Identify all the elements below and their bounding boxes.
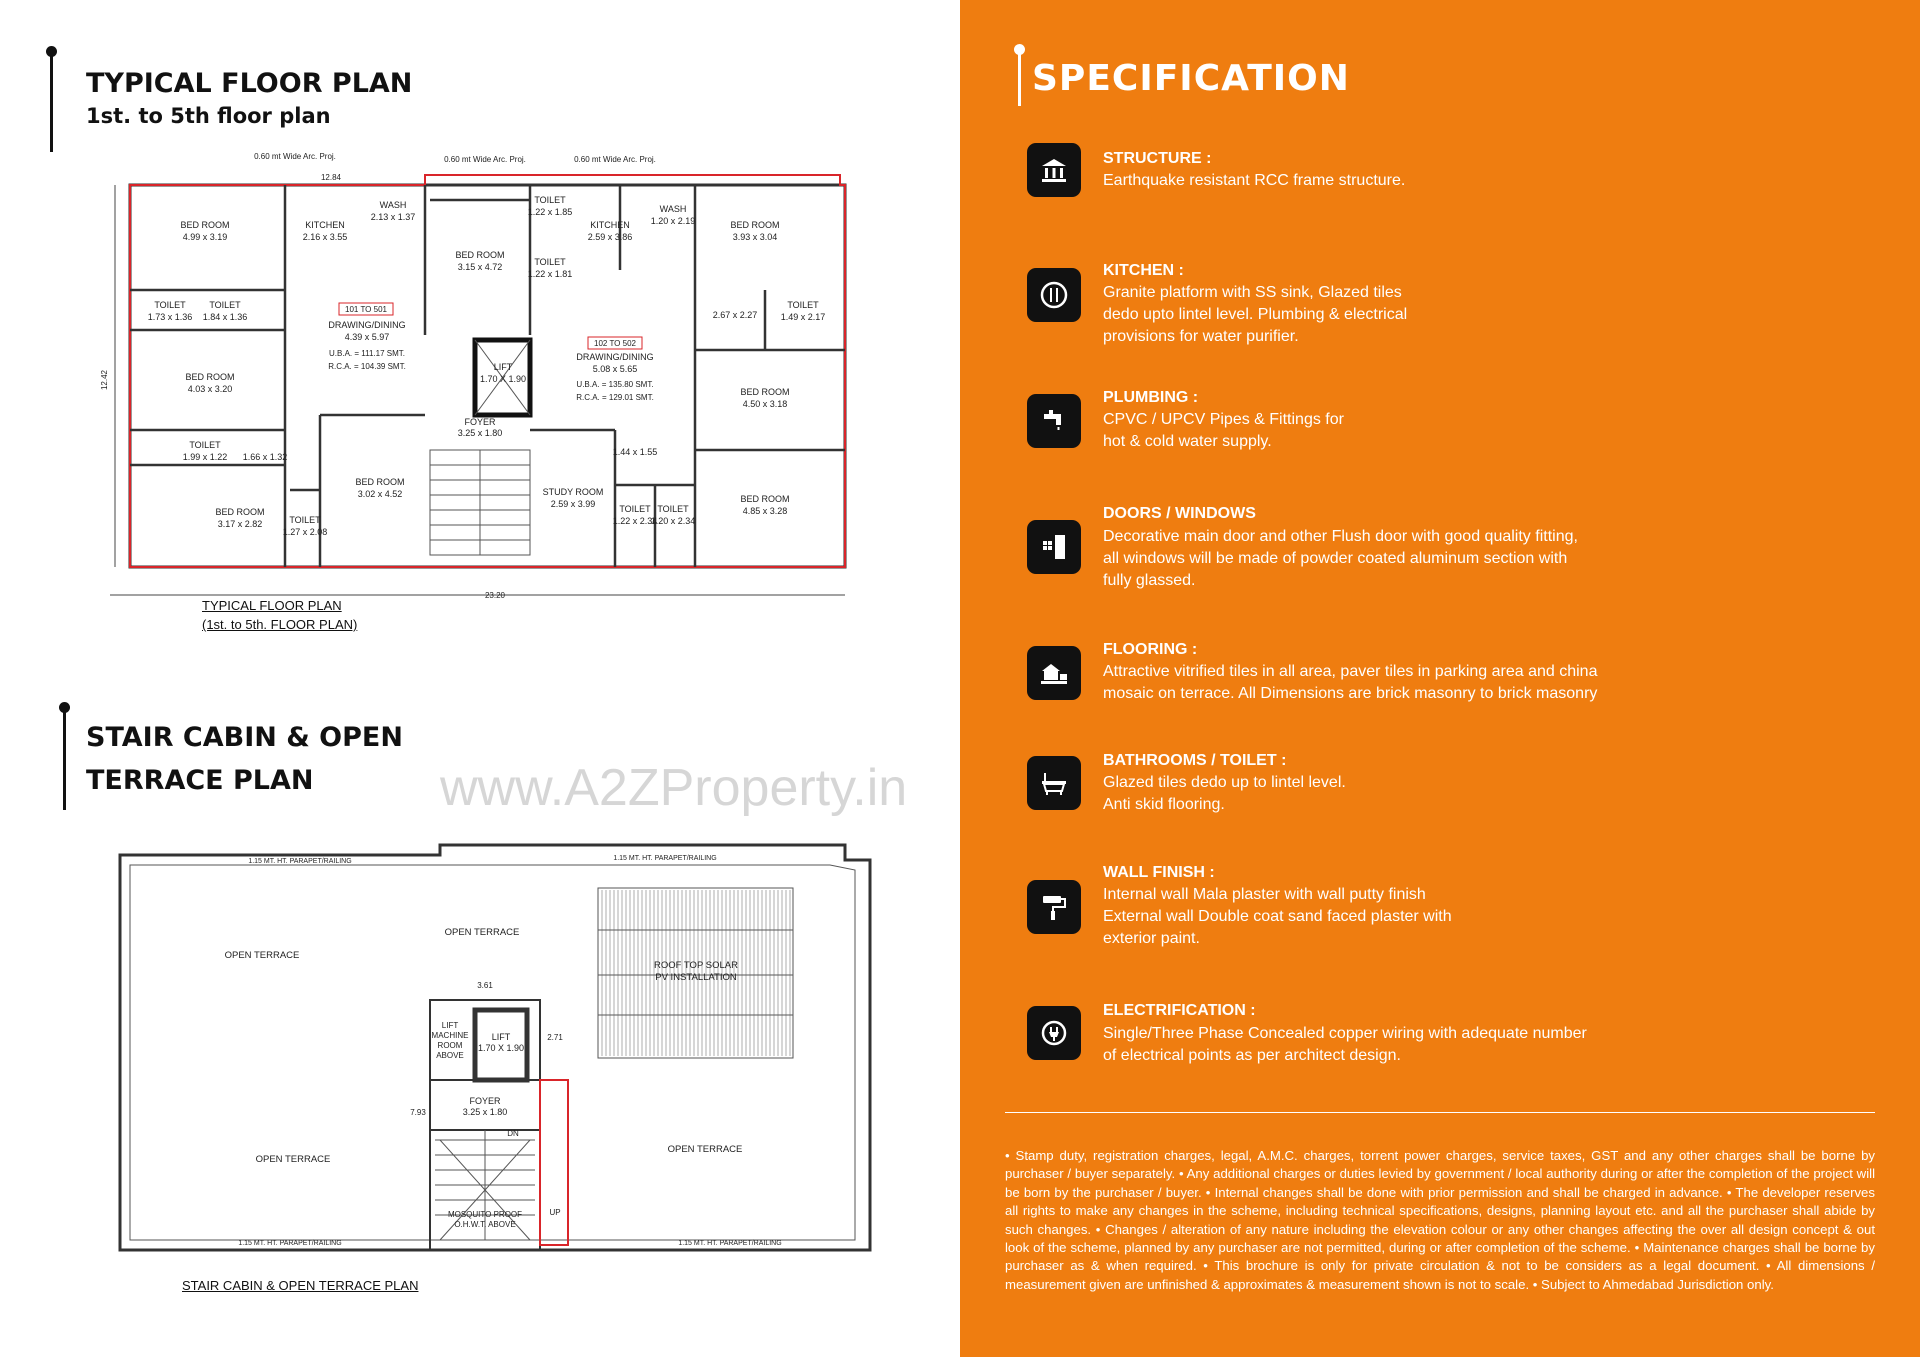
svg-text:0.60 mt Wide Arc. Proj.: 0.60 mt Wide Arc. Proj. bbox=[444, 155, 526, 164]
terrace-title-bar bbox=[63, 708, 66, 810]
svg-text:OPEN TERRACE: OPEN TERRACE bbox=[224, 950, 300, 961]
spec-item-desc: Earthquake resistant RCC frame structure. bbox=[1103, 172, 1406, 189]
svg-text:2.59 x 3.86: 2.59 x 3.86 bbox=[587, 232, 633, 242]
terrace-floor-plan bbox=[100, 810, 890, 1280]
svg-text:WASH: WASH bbox=[659, 204, 687, 214]
svg-text:FOYER: FOYER bbox=[469, 1096, 501, 1106]
svg-text:R.C.A. = 104.39 SMT.: R.C.A. = 104.39 SMT. bbox=[328, 362, 406, 371]
svg-text:KITCHEN: KITCHEN bbox=[305, 220, 345, 230]
disclaimer-note: • Stamp duty, registration charges, legal, A.M.C. charges, torrent power charges, service taxes, GST and any other charges shall be borne by purchaser / buyer separately. • Any additional charges or duties levied by government / local authority during or after the completion of the project will be born by the purchaser / buyer. • Internal changes shall be done with prior permission and shall be charged in advance. • The developer reserves all rights to make any changes in the scheme, including technical specifications, designs, planning layout etc. and all the purchaser shall abide by such changes. • Changes / alteration of any nature including the elevation colour or any other changes affecting the over all design concept & out look of the scheme, planned by any purchaser are not permitted, during or after completion of the scheme. • Maintenance charges shall be borne by purchaser as & when required. • This brochure is only for private circulation & not to be considers as a legal document. • All dimensions / measurement given are unfinished & approximates & measurement shown is not to scale. • Subject to Ahmedabad Jurisdiction only. bbox=[1005, 1148, 1875, 1292]
svg-text:1.84 x 1.36: 1.84 x 1.36 bbox=[202, 312, 248, 322]
svg-text:TOILET: TOILET bbox=[209, 300, 241, 310]
spec-item-title: FLOORING : bbox=[1103, 641, 1198, 658]
typical-plan-title: TYPICAL FLOOR PLAN bbox=[86, 68, 413, 99]
svg-text:2.59 x 3.99: 2.59 x 3.99 bbox=[550, 499, 596, 509]
svg-text:ROOM: ROOM bbox=[437, 1041, 463, 1050]
svg-text:BED ROOM: BED ROOM bbox=[740, 387, 790, 397]
svg-text:TOILET: TOILET bbox=[534, 195, 566, 205]
terrace-plan-caption: STAIR CABIN & OPEN TERRACE PLAN bbox=[182, 1278, 419, 1293]
typical-floor-plan bbox=[95, 140, 870, 610]
svg-text:OPEN TERRACE: OPEN TERRACE bbox=[444, 927, 520, 938]
paint-roller-icon bbox=[1027, 880, 1081, 934]
svg-text:U.B.A. = 135.80 SMT.: U.B.A. = 135.80 SMT. bbox=[576, 380, 654, 389]
spec-item-title: STRUCTURE : bbox=[1103, 150, 1212, 167]
svg-text:2.71: 2.71 bbox=[547, 1033, 563, 1042]
spec-item-desc: Internal wall Mala plaster with wall putty finish External wall Double coat sand faced plaster with exterior paint. bbox=[1103, 886, 1452, 947]
typical-title-bar bbox=[50, 52, 53, 152]
spec-item-desc: Decorative main door and other Flush door with good quality fitting, all windows will be made of powder coated aluminum section with fully glassed. bbox=[1103, 528, 1578, 589]
spec-title-bar bbox=[1018, 50, 1021, 106]
svg-text:BED ROOM: BED ROOM bbox=[730, 220, 780, 230]
svg-text:DRAWING/DINING: DRAWING/DINING bbox=[576, 352, 654, 362]
svg-text:3.93 x 3.04: 3.93 x 3.04 bbox=[732, 232, 778, 242]
svg-text:4.99 x 3.19: 4.99 x 3.19 bbox=[182, 232, 228, 242]
divider bbox=[1005, 1112, 1875, 1113]
svg-text:23.20: 23.20 bbox=[484, 591, 506, 600]
svg-text:3.25 x 1.80: 3.25 x 1.80 bbox=[457, 428, 503, 438]
svg-text:BED ROOM: BED ROOM bbox=[455, 250, 505, 260]
svg-text:TOILET: TOILET bbox=[619, 504, 651, 514]
svg-text:1.73 x 1.36: 1.73 x 1.36 bbox=[147, 312, 193, 322]
bathtub-icon bbox=[1027, 756, 1081, 810]
svg-text:7.93: 7.93 bbox=[410, 1108, 426, 1117]
svg-text:1.15 MT. HT. PARAPET/RAILING: 1.15 MT. HT. PARAPET/RAILING bbox=[678, 1240, 782, 1247]
svg-text:3.61: 3.61 bbox=[477, 981, 493, 990]
svg-text:5.08 x 5.65: 5.08 x 5.65 bbox=[592, 364, 638, 374]
svg-text:4.50 x 3.18: 4.50 x 3.18 bbox=[742, 399, 788, 409]
spec-item-title: BATHROOMS / TOILET : bbox=[1103, 752, 1287, 769]
svg-text:LIFT: LIFT bbox=[491, 1032, 511, 1042]
spec-item-desc: CPVC / UPCV Pipes & Fittings for hot & cold water supply. bbox=[1103, 411, 1344, 450]
flooring-icon bbox=[1027, 646, 1081, 700]
power-plug-icon bbox=[1027, 1006, 1081, 1060]
spec-item-desc: Single/Three Phase Concealed copper wiring with adequate number of electrical points as per architect design. bbox=[1103, 1025, 1587, 1064]
svg-text:BED ROOM: BED ROOM bbox=[185, 372, 235, 382]
svg-text:1.22 x 1.81: 1.22 x 1.81 bbox=[527, 269, 573, 279]
spec-item-title: PLUMBING : bbox=[1103, 389, 1199, 406]
svg-text:DRAWING/DINING: DRAWING/DINING bbox=[328, 320, 406, 330]
spec-item-title: KITCHEN : bbox=[1103, 262, 1184, 279]
door-window-icon bbox=[1027, 520, 1081, 574]
svg-text:1.44 x 1.55: 1.44 x 1.55 bbox=[612, 447, 658, 457]
typical-plan-caption-1: TYPICAL FLOOR PLAN bbox=[202, 598, 342, 613]
svg-text:1.27 x 2.08: 1.27 x 2.08 bbox=[282, 527, 328, 537]
svg-text:1.20 x 2.19: 1.20 x 2.19 bbox=[650, 216, 696, 226]
typical-plan-caption-2: (1st. to 5th. FLOOR PLAN) bbox=[202, 617, 358, 632]
svg-text:WASH: WASH bbox=[379, 200, 407, 210]
svg-text:MACHINE: MACHINE bbox=[431, 1031, 469, 1040]
building-icon bbox=[1027, 143, 1081, 197]
svg-text:OPEN TERRACE: OPEN TERRACE bbox=[667, 1144, 743, 1155]
svg-text:102 TO 502: 102 TO 502 bbox=[594, 339, 636, 348]
terrace-plan-title-1: STAIR CABIN & OPEN bbox=[86, 722, 403, 753]
svg-text:0.60 mt Wide Arc. Proj.: 0.60 mt Wide Arc. Proj. bbox=[254, 152, 336, 161]
svg-text:1.99 x 1.22: 1.99 x 1.22 bbox=[182, 452, 228, 462]
svg-text:BED ROOM: BED ROOM bbox=[180, 220, 230, 230]
svg-text:1.15 MT. HT. PARAPET/RAILING: 1.15 MT. HT. PARAPET/RAILING bbox=[613, 855, 717, 862]
spec-item-desc: Granite platform with SS sink, Glazed tiles dedo upto lintel level. Plumbing & electrical provisions for water purifier. bbox=[1103, 284, 1408, 345]
svg-text:2.13 x 1.37: 2.13 x 1.37 bbox=[370, 212, 416, 222]
svg-text:LIFT: LIFT bbox=[441, 1021, 459, 1030]
spec-item-desc: Glazed tiles dedo up to lintel level. Anti skid flooring. bbox=[1103, 774, 1346, 813]
plate-cutlery-icon bbox=[1027, 268, 1081, 322]
spec-item-title: ELECTRIFICATION : bbox=[1103, 1002, 1256, 1019]
svg-text:0.60 mt Wide Arc. Proj.: 0.60 mt Wide Arc. Proj. bbox=[574, 155, 656, 164]
svg-text:KITCHEN: KITCHEN bbox=[590, 220, 630, 230]
svg-text:U.B.A. = 111.17 SMT.: U.B.A. = 111.17 SMT. bbox=[329, 349, 405, 358]
svg-text:LIFT: LIFT bbox=[493, 362, 513, 372]
svg-text:TOILET: TOILET bbox=[534, 257, 566, 267]
svg-text:1.70 X 1.90: 1.70 X 1.90 bbox=[477, 1043, 525, 1053]
svg-text:MOSQUITO PROOF: MOSQUITO PROOF bbox=[447, 1210, 523, 1219]
svg-text:OPEN TERRACE: OPEN TERRACE bbox=[255, 1154, 331, 1165]
svg-text:3.25 x 1.80: 3.25 x 1.80 bbox=[462, 1107, 508, 1117]
svg-text:BED ROOM: BED ROOM bbox=[355, 477, 405, 487]
svg-text:BED ROOM: BED ROOM bbox=[740, 494, 790, 504]
svg-text:3.02 x 4.52: 3.02 x 4.52 bbox=[357, 489, 403, 499]
svg-text:1.70 X 1.90: 1.70 X 1.90 bbox=[479, 374, 527, 384]
typical-plan-subtitle: 1st. to 5th floor plan bbox=[86, 104, 331, 128]
svg-text:4.39 x 5.97: 4.39 x 5.97 bbox=[344, 332, 390, 342]
svg-text:STUDY ROOM: STUDY ROOM bbox=[542, 487, 604, 497]
svg-text:UP: UP bbox=[549, 1208, 561, 1217]
svg-text:2.16 x 3.55: 2.16 x 3.55 bbox=[302, 232, 348, 242]
svg-text:DN: DN bbox=[507, 1129, 519, 1138]
svg-text:TOILET: TOILET bbox=[154, 300, 186, 310]
svg-text:TOILET: TOILET bbox=[787, 300, 819, 310]
spec-item-title: DOORS / WINDOWS bbox=[1103, 505, 1256, 522]
svg-text:FOYER: FOYER bbox=[464, 417, 496, 427]
svg-text:ABOVE: ABOVE bbox=[436, 1051, 464, 1060]
faucet-icon bbox=[1027, 394, 1081, 448]
svg-text:BED ROOM: BED ROOM bbox=[215, 507, 265, 517]
svg-text:101 TO 501: 101 TO 501 bbox=[345, 305, 387, 314]
svg-text:3.15 x 4.72: 3.15 x 4.72 bbox=[457, 262, 503, 272]
svg-text:4.85 x 3.28: 4.85 x 3.28 bbox=[742, 506, 788, 516]
spec-item-title: WALL FINISH : bbox=[1103, 864, 1215, 881]
svg-text:TOILET: TOILET bbox=[289, 515, 321, 525]
svg-text:PV INSTALLATION: PV INSTALLATION bbox=[655, 972, 737, 983]
svg-text:4.03 x 3.20: 4.03 x 3.20 bbox=[187, 384, 233, 394]
terrace-plan-title-2: TERRACE PLAN bbox=[86, 765, 314, 796]
spec-item-desc: Attractive vitrified tiles in all area, paver tiles in parking area and china mosaic on terrace. All Dimensions are brick masonry to brick masonry bbox=[1103, 663, 1598, 702]
watermark: www.A2ZProperty.in bbox=[440, 759, 908, 817]
svg-text:ROOF TOP SOLAR: ROOF TOP SOLAR bbox=[654, 960, 738, 971]
spec-title: SPECIFICATION bbox=[1032, 58, 1350, 99]
svg-text:1.20 x 2.34: 1.20 x 2.34 bbox=[650, 516, 696, 526]
svg-text:R.C.A. = 129.01 SMT.: R.C.A. = 129.01 SMT. bbox=[576, 393, 654, 402]
svg-text:12.84: 12.84 bbox=[320, 173, 342, 182]
svg-text:O.H.W.T. ABOVE: O.H.W.T. ABOVE bbox=[454, 1220, 516, 1229]
svg-text:1.15 MT. HT. PARAPET/RAILING: 1.15 MT. HT. PARAPET/RAILING bbox=[238, 1240, 342, 1247]
svg-text:1.49 x 2.17: 1.49 x 2.17 bbox=[780, 312, 826, 322]
svg-text:TOILET: TOILET bbox=[657, 504, 689, 514]
svg-text:1.66 x 1.32: 1.66 x 1.32 bbox=[242, 452, 288, 462]
svg-text:TOILET: TOILET bbox=[189, 440, 221, 450]
svg-text:1.15 MT. HT. PARAPET/RAILING: 1.15 MT. HT. PARAPET/RAILING bbox=[248, 858, 352, 865]
svg-text:1.22 x 1.85: 1.22 x 1.85 bbox=[527, 207, 573, 217]
svg-text:1.22 x 2.34: 1.22 x 2.34 bbox=[612, 516, 658, 526]
svg-text:3.17 x 2.82: 3.17 x 2.82 bbox=[217, 519, 263, 529]
svg-text:2.67 x 2.27: 2.67 x 2.27 bbox=[712, 310, 758, 320]
svg-text:12.42: 12.42 bbox=[100, 369, 109, 391]
